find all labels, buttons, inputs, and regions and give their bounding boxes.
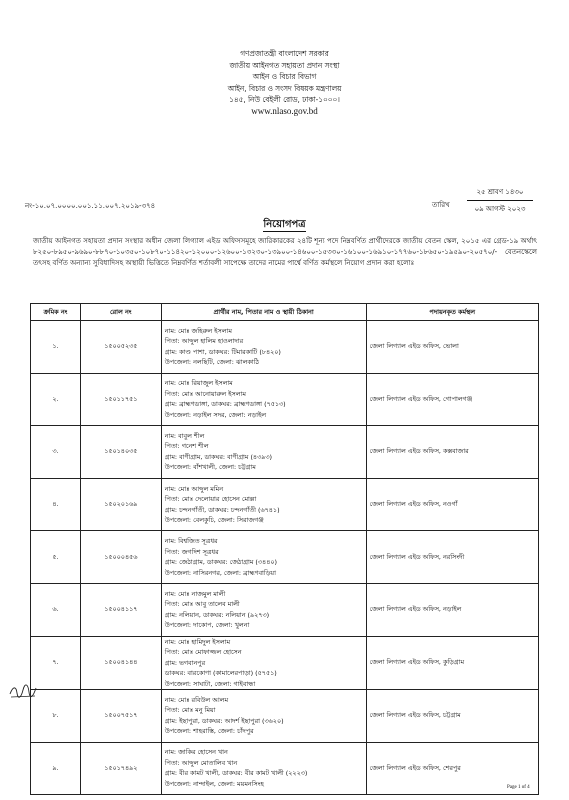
candidate-detail-line: নাম: মোঃ জহিরুল ইসলাম [164,326,232,335]
serial-cell: ৪. [31,478,81,531]
candidate-detail-line: গ্রাম: জেঠাগ্রাম, ডাকঘর: জেঠাগ্রাম (৩৪৪০) [164,558,277,567]
website: www.nlaso.gov.bd [251,105,318,116]
candidate-detail-line: গ্রাম: বাণীগ্রাম, ডাকঘর: বাণীগ্রাম (৪৩৯৩) [164,452,273,461]
header-candidate: প্রার্থীর নাম, পিতার নাম ও স্থায়ী ঠিকানা [161,304,366,321]
roll-cell: ১৫০১৪০৩৫ [80,426,161,479]
posting-cell: জেলা লিগ্যাল এইড অফিস, চট্টগ্রাম [366,690,539,743]
table-row [31,636,539,690]
candidate-detail-line: গ্রাম: ব্রাহ্মণডাঙ্গা, ডাকঘর: ব্রাহ্মণডাঙ্গা (৭৫১৩) [164,400,286,409]
candidate-detail-line: গ্রাম: ভগবানপুর [164,658,206,667]
header-posting: পদায়নকৃত কর্মস্থল [366,304,539,321]
date-bangla: ২৫ শ্রাবণ ১৪৩০ [467,186,533,201]
table-row [31,690,539,743]
candidate-detail-line: পিতা: জগদিশ সূত্রধর [164,547,219,556]
candidate-detail-line: নাম: বিশ্বজিত সূত্রধর [164,537,218,546]
candidate-cell [161,426,366,479]
memo-number: নং-১০.০৭.০০০০.০০১.১১.০০৭.২০১৯-৩৭৪ [25,202,156,210]
serial-cell: ৯. [31,742,81,795]
serial-cell: ৬. [31,583,81,636]
posting-cell: জেলা লিগ্যাল এইড অফিস, কুড়িগ্রাম [366,636,539,690]
title-text: নিয়োগপত্র [263,219,306,230]
candidate-detail-line: ডাকঘর: বারকোণা (কামালেরপাড়া) (৫৭৫১) [164,669,277,678]
date-block [467,186,533,215]
roll-cell: ১৫০১৭৪৯২ [80,742,161,795]
candidate-detail-line: গ্রাম: চন্দনগাঁতী, ডাকঘর: চন্দনগাঁতী (৬৭৪১) [164,505,280,514]
candidate-detail-line: নাম: মোঃ রিয়াজুল ইসলাম [164,379,233,388]
candidate-detail-line: পিতা: মোঃ আবু তালেব মালী [164,600,240,609]
roll-cell: ১৫০০৪১৪৪ [80,636,161,690]
govt-name: গণপ্রজাতন্ত্রী বাংলাদেশ সরকার [240,49,329,58]
candidate-detail-line: উপজেলা: দাকোপ, জেলা: খুলনা [164,621,250,630]
posting-cell: জেলা লিগ্যাল এইড অফিস, গোপালগঞ্জ [366,373,539,426]
date-english: ০৯ আগস্ট ২০২৩ [474,205,526,213]
candidate-detail-line: নাম: মোঃ নাজমুল মালী [164,589,226,598]
candidate-detail-line: উপজেলা: নলছিটি, জেলা: ঝালকাঠি [164,358,259,367]
posting-cell: জেলা লিগ্যাল এইড অফিস, শেরপুর [366,742,539,795]
serial-cell: ২. [31,373,81,426]
serial-cell: ৫. [31,531,81,584]
table-row [31,373,539,426]
roll-cell: ১৫০০০৪৫৬ [80,531,161,584]
candidate-detail-line: নাম: মোঃ হামিদুল ইসলাম [164,637,230,646]
posting-cell: জেলা লিগ্যাল এইড অফিস, কক্সবাজার [366,426,539,479]
division-name: আইন ও বিচার বিভাগ [252,72,317,82]
candidate-detail-line: উপজেলা: নাসিরনগর, জেলা: ব্রাহ্মণবাড়িয়া [164,568,276,577]
posting-cell: জেলা লিগ্যাল এইড অফিস, নরসিংদী [366,531,539,584]
candidate-detail-line: পিতা: মোঃ মনু মিয়া [164,706,216,715]
candidate-cell [161,373,366,426]
candidate-cell [161,742,366,795]
roll-cell: ১৫০০৭৫১৭ [80,690,161,743]
candidate-detail-line: উপজেলা: নান্দাইল, জেলা: ময়মনসিংহ [164,779,264,788]
candidate-detail-line: পিতা: মোঃ দেলোয়ার হোসেন মোল্লা [164,495,257,504]
ministry-name: আইন, বিচার ও সংসদ বিষয়ক মন্ত্রণালয় [227,83,342,93]
candidate-detail-line: পিতা: আব্দুল হালিম হাওলাদার [164,337,244,346]
candidate-detail-line: উপজেলা: শাহরাস্তি, জেলা: চাঁদপুর [164,727,254,736]
candidate-cell [161,583,366,636]
candidate-detail-line: গ্রাম: বীর কামট খালী, ডাকঘর: বীর কামট খালী (২২২৩) [164,769,308,778]
roll-cell: ১৫০১১৭৫১ [80,373,161,426]
candidate-cell [161,478,366,531]
candidate-detail-line: নাম: মোঃ রবিউল আলম [164,695,228,704]
posting-cell: জেলা লিগ্যাল এইড অফিস, নড়াইল [366,583,539,636]
header-serial: ক্রমিক নং [31,304,81,321]
candidate-detail-line: নাম: মোঃ আব্দুল মমিন [164,484,224,493]
table-row [31,478,539,531]
table-body [31,321,539,795]
serial-cell: ৮. [31,690,81,743]
serial-cell: ৩. [31,426,81,479]
header-roll: রোল নং [80,304,161,321]
table-row [31,531,539,584]
page-number: Page 1 of 4 [507,785,530,790]
serial-cell: ১. [31,321,81,374]
candidate-detail-line: উপজেলা: সাঘাটা, জেলা: গাইবান্ধা [164,679,256,688]
candidate-detail-line: পিতা: মোঃ আনোয়ারুল ইসলাম [164,389,246,398]
candidate-detail-line: গ্রাম: কাণ্ড পাশা, ডাকঘর: টিমারকাটি (৮৪২০) [164,347,281,356]
candidate-detail-line: উপজেলা: বাঁশখালী, জেলা: চট্টগ্রাম [164,463,256,472]
candidate-detail-line: উপজেলা: নড়াইল সদর, জেলা: নড়াইল [164,410,267,419]
intro-paragraph: জাতীয় আইনগত সহায়তা প্রদান সংস্থার অধীন জেলা লিগ্যাল এইড অফিসসমূহে জারিকারকের ২৪টি শূন্য পদে নিম্নবর্ণিত প্রার্থীদেরকে জাতীয় বেতন স্কেল, ২০১৫ এর গ্রেড-১৯ অর্থাৎ ৮২৫০-৮৯৫০-৯৬৯০-৮৮৭০-১০৩৫০-১০৮৭০-১১৪২০-১২০০০-১২৬০০-১৩২৩০-১৩৯০০-১৪৬০০-১৫৩৩০-১৬১০০-১৬৯১০-১৭৭৬০-১৮৬৫০-১৯৫৯০-২০৫৭০/- বেতনস্কেলে তৎসহ বর্ণিত অন্যান্য সুবিধাদিসহ অস্থায়ী ভিত্তিতে নিম্নবর্ণিত শর্তাবলী সাপেক্ষে তাদের নামের পার্শ্বে বর্ণিত কর্মস্থলে নিয়োগ প্রদান করা হলোঃ [33,237,537,268]
posting-cell: জেলা লিগ্যাল এইড অফিস, ভোলা [366,321,539,374]
table-row [31,321,539,374]
candidate-detail-line: পিতা: গনেশ শীল [164,442,209,451]
candidate-cell [161,636,366,690]
appointment-table [30,303,539,795]
roll-cell: ১৫০০৫২৩৫ [80,321,161,374]
candidate-cell [161,531,366,584]
date-label: তারিখ [432,201,450,209]
letterhead [0,48,569,118]
roll-cell: ১৫০২০১৬৯ [80,478,161,531]
table-row [31,742,539,795]
posting-cell: জেলা লিগ্যাল এইড অফিস, নওগাঁ [366,478,539,531]
candidate-cell [161,690,366,743]
candidate-detail-line: গ্রাম: ইছাপুরা, ডাকঘর: আদর্শ ইছাপুরা (৩৬২০) [164,716,284,725]
table-row [31,426,539,479]
candidate-detail-line: গ্রাম: নলিয়ান, ডাকঘর: নলিয়ান (৯২৭৩) [164,610,270,619]
serial-cell: ৭. [31,636,81,690]
candidate-detail-line: উপজেলা: বেলকুচি, জেলা: সিরাজগঞ্জ [164,516,264,525]
candidate-detail-line: নাম: জাকির হোসেন খান [164,748,228,757]
candidate-detail-line: পিতা: মোঃ মোফাজ্জল হোসেন [164,648,242,657]
address: ১৪৫, নিউ বেইলী রোড, ঢাকা-১০০০। [229,95,340,105]
candidate-detail-line: পিতা: আব্দুল মোতালিব খান [164,758,238,767]
candidate-detail-line: নাম: বাবুল শীল [164,431,205,440]
table-header-row [31,304,539,321]
organization-name: জাতীয় আইনগত সহায়তা প্রদান সংস্থা [229,60,340,70]
document-title [0,217,569,234]
handwritten-signature [8,680,38,702]
table-row [31,583,539,636]
candidate-cell [161,321,366,374]
roll-cell: ১৫০০৪১১৭ [80,583,161,636]
